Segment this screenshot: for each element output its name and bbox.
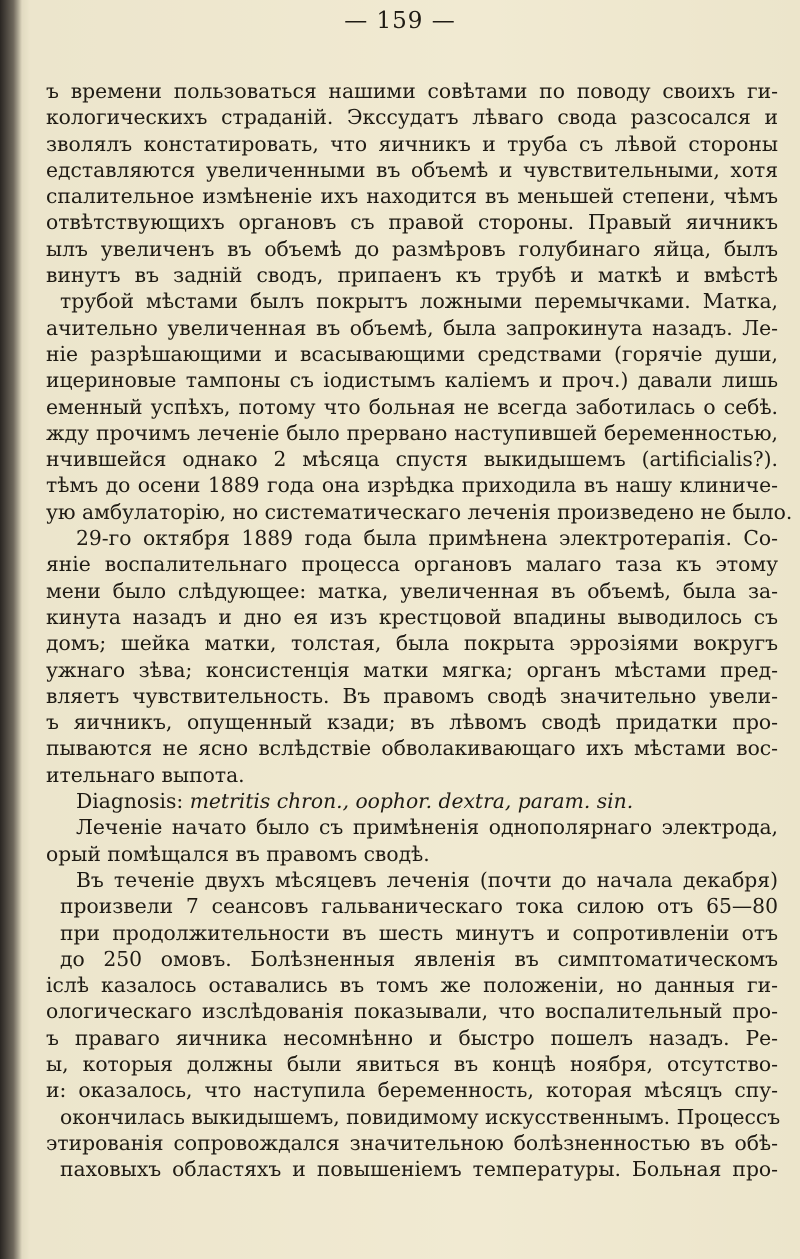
text-line: вляетъ чувствительность. Въ правомъ сводѣ значительно увели- <box>46 683 778 708</box>
text-line: ологическаго изслѣдованія показывали, что воспалительный про- <box>46 999 778 1024</box>
text-line: произвели 7 сеансовъ гальваническаго тока силою отъ 65—80 <box>60 894 778 919</box>
text-line: ъ времени пользоваться нашими совѣтами по поводу своихъ ги- <box>46 79 778 103</box>
text-line: ъ праваго яичника несомнѣнно и быстро пошелъ назадъ. Ре- <box>46 1025 778 1050</box>
text-line: орый помѣщался въ правомъ сводѣ. <box>46 841 430 866</box>
text-line: кологическихъ страданій. Экссудатъ лѣваго свода разсосался и <box>46 105 778 130</box>
text-line: ительнаго выпота. <box>46 762 245 787</box>
text-line: еменный успѣхъ, потому что больная не всегда заботилась о себѣ. <box>46 394 778 419</box>
text-line: ую амбулаторію, но систематическаго леченія произведено не было. <box>46 499 793 524</box>
text-line: отвѣтствующихъ органовъ съ правой стороны. Правый яичникъ <box>46 210 778 235</box>
text-line: ніе разрѣшающими и всасывающими средствами (горячіе души, <box>46 341 778 366</box>
diagnosis-label: Diagnosis: <box>76 789 184 814</box>
page-number: — 159 — <box>344 8 456 34</box>
text-line: трубой мѣстами былъ покрытъ ложными перемычками. Матка, <box>60 289 778 314</box>
text-line: и: оказалось, что наступила беременность, которая мѣсяцъ спу- <box>46 1078 778 1103</box>
text-line: жду прочимъ леченіе было прервано наступившей беременностью, <box>46 420 778 445</box>
text-line: окончилась выкидышемъ, повидимому искусственнымъ. Процессъ <box>60 1104 781 1129</box>
text-line: при продолжительности въ шесть минутъ и сопротивленіи отъ <box>60 920 778 945</box>
text-line: зволялъ констатировать, что яичникъ и труба съ лѣвой стороны <box>46 131 778 156</box>
diagnosis-line <box>46 788 778 814</box>
text-line: домъ; шейка матки, толстая, была покрыта эррозіями вокругъ <box>46 631 778 656</box>
text-line: яніе воспалительнаго процесса органовъ малаго таза къ этому <box>46 552 778 577</box>
text-line: паховыхъ областяхъ и повышеніемъ температуры. Больная про- <box>60 1157 778 1182</box>
text-line: 29-го октября 1889 года была примѣнена электротерапія. Со- <box>76 526 778 551</box>
text-line: до 250 омовъ. Болѣзненныя явленія въ симптоматическомъ <box>60 946 778 971</box>
text-line: тѣмъ до осени 1889 года она изрѣдка приходила въ нашу клиниче- <box>46 473 778 498</box>
book-spine-shadow <box>0 0 22 1259</box>
text-line: пываются не ясно вслѣдствіе обволакивающаго ихъ мѣстами вос- <box>46 736 778 761</box>
text-line: едставляются увеличенными въ объемѣ и чувствительными, хотя <box>46 157 778 182</box>
text-line: кинута назадъ и дно ея изъ крестцовой впадины выводилось съ <box>46 604 778 629</box>
text-line: ицериновые тампоны съ іодистымъ каліемъ и проч.) давали лишь <box>46 368 778 393</box>
text-line: Леченіе начато было съ примѣненія однополярнаго электрода, <box>76 815 778 840</box>
text-line: іслѣ казалось оставались въ томъ же положеніи, но данныя ги- <box>46 973 778 998</box>
text-line: ылъ увеличенъ въ объемѣ до размѣровъ голубинаго яйца, былъ <box>46 236 778 261</box>
text-line: ачительно увеличенная въ объемѣ, была запрокинута назадъ. Ле- <box>46 315 778 340</box>
text-line: нчившейся однако 2 мѣсяца спустя выкидышемъ (artificialis?). <box>46 447 778 472</box>
body-text <box>46 78 793 1182</box>
text-line: мени было слѣдующее: матка, увеличенная въ объемѣ, была за- <box>46 578 778 603</box>
text-line: этированія сопровождался значительною болѣзненностью въ обѣ- <box>46 1130 778 1155</box>
text-line: ы, которыя должны были явиться въ концѣ ноября, отсутство- <box>46 1051 778 1076</box>
text-line: спалительное измѣненіе ихъ находится въ меньшей степени, чѣмъ <box>46 184 778 209</box>
text-line: ужнаго зѣва; консистенція матки мягка; органъ мѣстами пред- <box>46 657 778 682</box>
text-line: винутъ въ задній сводъ, припаенъ къ трубѣ и маткѣ и вмѣстѣ <box>46 263 778 288</box>
text-line: ъ яичникъ, опущенный кзади; въ лѣвомъ сводѣ придатки про- <box>46 710 778 735</box>
diagnosis-text: metritis chron., oophor. dextra, param. sin. <box>189 789 634 814</box>
text-line: Въ теченіе двухъ мѣсяцевъ леченія (почти до начала декабря) <box>76 867 778 892</box>
